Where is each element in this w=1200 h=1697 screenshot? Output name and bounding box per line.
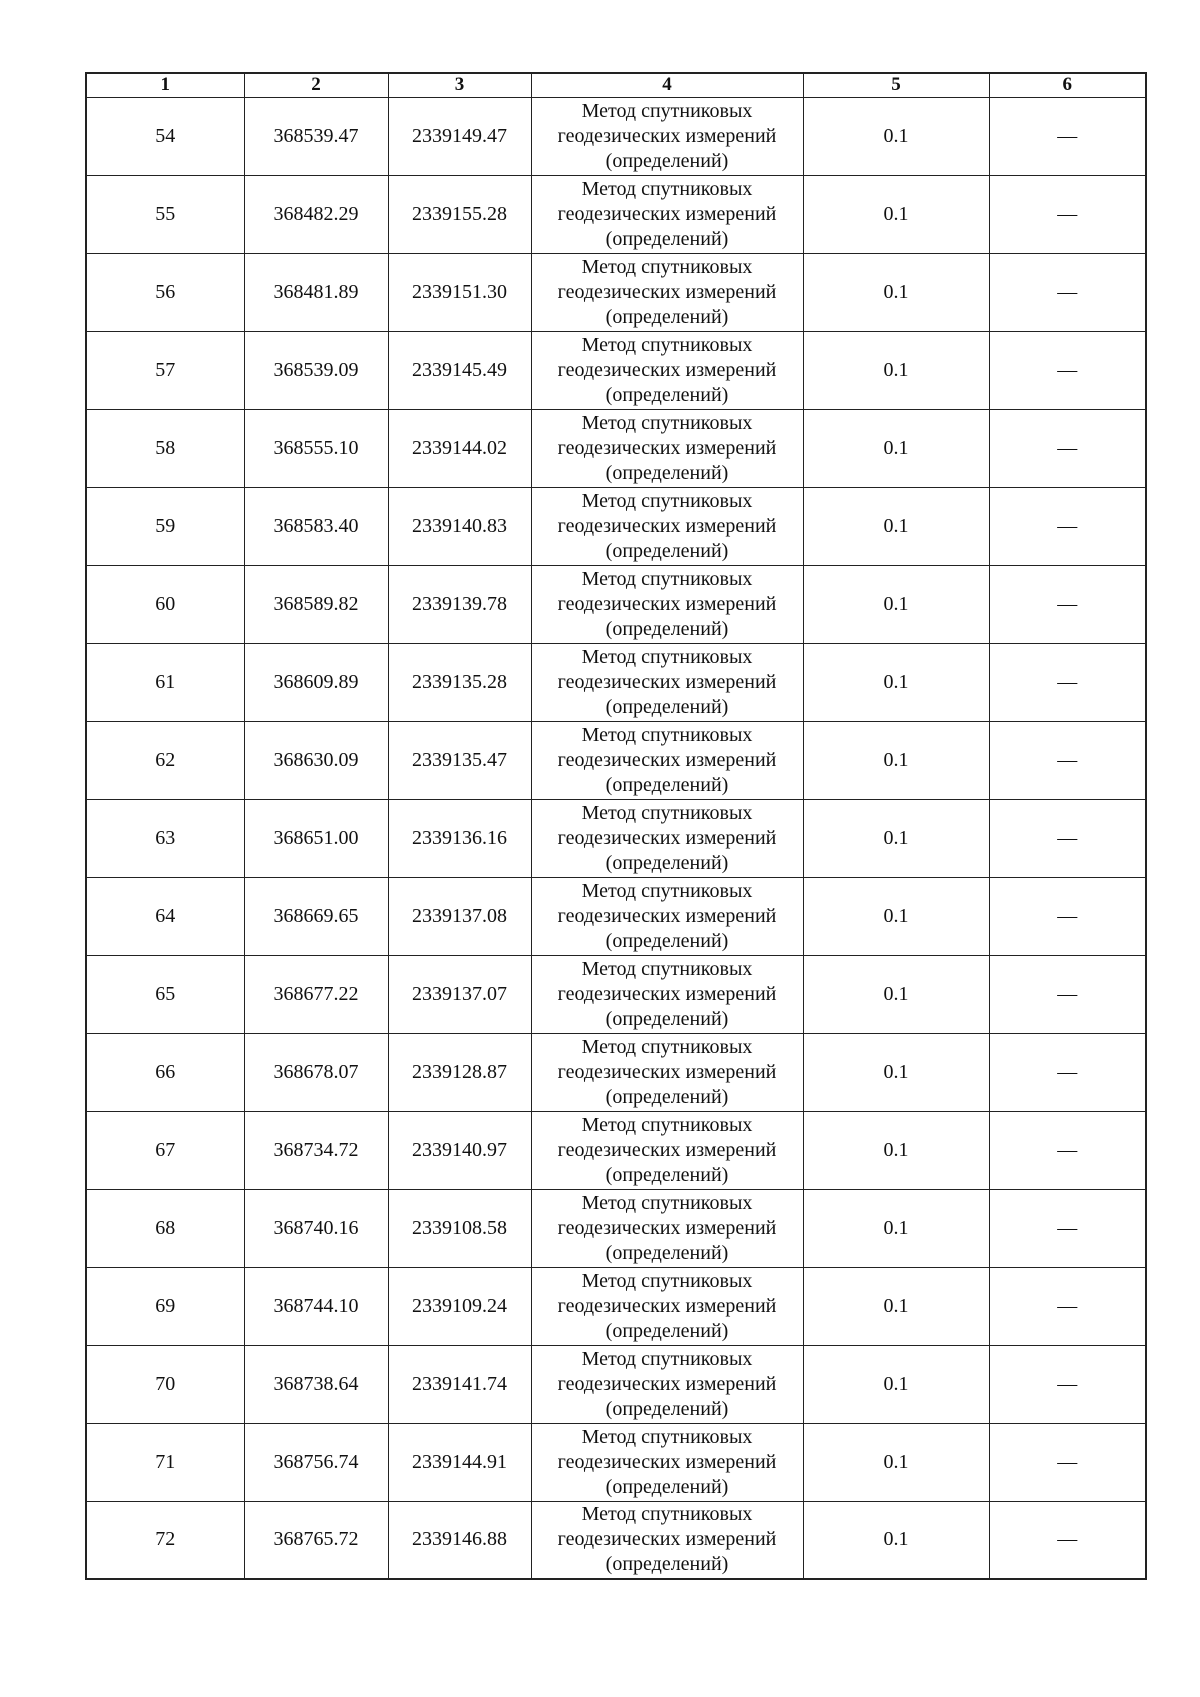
method-line: (определений) xyxy=(605,1553,729,1576)
x-coordinate-cell: 368482.29 xyxy=(244,175,388,253)
method-line: Метод спутниковых xyxy=(581,723,753,746)
method-cell xyxy=(531,799,803,877)
note-cell: — xyxy=(989,1423,1146,1501)
method-line: (определений) xyxy=(605,1319,729,1342)
table-row xyxy=(86,409,1146,487)
accuracy-cell: 0.1 xyxy=(803,331,989,409)
x-coordinate-cell: 368539.47 xyxy=(244,97,388,175)
method-line: (определений) xyxy=(605,851,729,874)
method-line: (определений) xyxy=(605,1397,729,1420)
y-coordinate-cell: 2339151.30 xyxy=(388,253,531,331)
note-cell: — xyxy=(989,955,1146,1033)
y-coordinate-cell: 2339137.08 xyxy=(388,877,531,955)
note-cell: — xyxy=(989,1189,1146,1267)
method-line: Метод спутниковых xyxy=(581,489,753,512)
method-line: (определений) xyxy=(605,1085,729,1108)
method-line: геодезических измерений xyxy=(557,1372,777,1395)
point-number-cell: 54 xyxy=(86,97,244,175)
method-line: (определений) xyxy=(605,1241,729,1264)
x-coordinate-cell: 368539.09 xyxy=(244,331,388,409)
method-line: геодезических измерений xyxy=(557,1060,777,1083)
note-cell: — xyxy=(989,877,1146,955)
method-line: (определений) xyxy=(605,1475,729,1498)
accuracy-cell: 0.1 xyxy=(803,253,989,331)
method-line: геодезических измерений xyxy=(557,748,777,771)
y-coordinate-cell: 2339144.91 xyxy=(388,1423,531,1501)
accuracy-cell: 0.1 xyxy=(803,487,989,565)
note-cell: — xyxy=(989,1033,1146,1111)
note-cell: — xyxy=(989,175,1146,253)
method-line: геодезических измерений xyxy=(557,592,777,615)
method-cell xyxy=(531,331,803,409)
method-line: Метод спутниковых xyxy=(581,333,753,356)
header-col-6: 6 xyxy=(989,73,1146,97)
method-line: геодезических измерений xyxy=(557,280,777,303)
point-number-cell: 60 xyxy=(86,565,244,643)
y-coordinate-cell: 2339145.49 xyxy=(388,331,531,409)
table-row xyxy=(86,799,1146,877)
table-row xyxy=(86,1111,1146,1189)
x-coordinate-cell: 368481.89 xyxy=(244,253,388,331)
header-col-2: 2 xyxy=(244,73,388,97)
accuracy-cell: 0.1 xyxy=(803,1501,989,1579)
method-line: Метод спутниковых xyxy=(581,1347,753,1370)
table-row xyxy=(86,1423,1146,1501)
note-cell: — xyxy=(989,721,1146,799)
method-line: геодезических измерений xyxy=(557,1294,777,1317)
y-coordinate-cell: 2339140.83 xyxy=(388,487,531,565)
method-line: геодезических измерений xyxy=(557,982,777,1005)
method-cell xyxy=(531,1345,803,1423)
accuracy-cell: 0.1 xyxy=(803,1189,989,1267)
x-coordinate-cell: 368678.07 xyxy=(244,1033,388,1111)
method-line: геодезических измерений xyxy=(557,436,777,459)
method-line: геодезических измерений xyxy=(557,1450,777,1473)
header-col-4: 4 xyxy=(531,73,803,97)
note-cell: — xyxy=(989,409,1146,487)
accuracy-cell: 0.1 xyxy=(803,721,989,799)
y-coordinate-cell: 2339137.07 xyxy=(388,955,531,1033)
method-cell xyxy=(531,409,803,487)
note-cell: — xyxy=(989,1267,1146,1345)
method-line: геодезических измерений xyxy=(557,358,777,381)
x-coordinate-cell: 368589.82 xyxy=(244,565,388,643)
method-line: геодезических измерений xyxy=(557,1138,777,1161)
method-line: геодезических измерений xyxy=(557,124,777,147)
method-line: Метод спутниковых xyxy=(581,957,753,980)
table-row xyxy=(86,643,1146,721)
method-line: Метод спутниковых xyxy=(581,801,753,824)
coordinates-table xyxy=(85,72,1147,1580)
table-row xyxy=(86,1189,1146,1267)
method-cell xyxy=(531,253,803,331)
note-cell: — xyxy=(989,253,1146,331)
method-line: Метод спутниковых xyxy=(581,99,753,122)
y-coordinate-cell: 2339144.02 xyxy=(388,409,531,487)
accuracy-cell: 0.1 xyxy=(803,1033,989,1111)
method-cell xyxy=(531,1501,803,1579)
accuracy-cell: 0.1 xyxy=(803,877,989,955)
method-line: (определений) xyxy=(605,383,729,406)
point-number-cell: 57 xyxy=(86,331,244,409)
method-cell xyxy=(531,565,803,643)
accuracy-cell: 0.1 xyxy=(803,175,989,253)
point-number-cell: 61 xyxy=(86,643,244,721)
point-number-cell: 56 xyxy=(86,253,244,331)
table-row xyxy=(86,955,1146,1033)
x-coordinate-cell: 368734.72 xyxy=(244,1111,388,1189)
accuracy-cell: 0.1 xyxy=(803,799,989,877)
method-line: Метод спутниковых xyxy=(581,255,753,278)
method-line: (определений) xyxy=(605,149,729,172)
method-line: Метод спутниковых xyxy=(581,411,753,434)
accuracy-cell: 0.1 xyxy=(803,955,989,1033)
y-coordinate-cell: 2339139.78 xyxy=(388,565,531,643)
y-coordinate-cell: 2339141.74 xyxy=(388,1345,531,1423)
method-line: (определений) xyxy=(605,227,729,250)
table-row xyxy=(86,1345,1146,1423)
method-line: (определений) xyxy=(605,305,729,328)
point-number-cell: 63 xyxy=(86,799,244,877)
method-line: (определений) xyxy=(605,929,729,952)
method-cell xyxy=(531,1267,803,1345)
table-header xyxy=(86,73,1146,97)
accuracy-cell: 0.1 xyxy=(803,409,989,487)
method-cell xyxy=(531,487,803,565)
header-col-5: 5 xyxy=(803,73,989,97)
method-line: (определений) xyxy=(605,695,729,718)
x-coordinate-cell: 368609.89 xyxy=(244,643,388,721)
method-line: Метод спутниковых xyxy=(581,879,753,902)
table-row xyxy=(86,877,1146,955)
x-coordinate-cell: 368669.65 xyxy=(244,877,388,955)
header-row xyxy=(86,73,1146,97)
method-cell xyxy=(531,721,803,799)
method-line: (определений) xyxy=(605,1163,729,1186)
point-number-cell: 65 xyxy=(86,955,244,1033)
y-coordinate-cell: 2339155.28 xyxy=(388,175,531,253)
method-line: Метод спутниковых xyxy=(581,567,753,590)
table-row xyxy=(86,721,1146,799)
method-line: геодезических измерений xyxy=(557,1216,777,1239)
method-line: Метод спутниковых xyxy=(581,1113,753,1136)
method-cell xyxy=(531,1111,803,1189)
accuracy-cell: 0.1 xyxy=(803,1267,989,1345)
header-col-3: 3 xyxy=(388,73,531,97)
accuracy-cell: 0.1 xyxy=(803,1423,989,1501)
method-line: Метод спутниковых xyxy=(581,1035,753,1058)
note-cell: — xyxy=(989,565,1146,643)
note-cell: — xyxy=(989,1501,1146,1579)
note-cell: — xyxy=(989,1111,1146,1189)
method-line: (определений) xyxy=(605,539,729,562)
x-coordinate-cell: 368744.10 xyxy=(244,1267,388,1345)
method-cell xyxy=(531,97,803,175)
table-row xyxy=(86,487,1146,565)
x-coordinate-cell: 368630.09 xyxy=(244,721,388,799)
method-line: геодезических измерений xyxy=(557,904,777,927)
method-line: геодезических измерений xyxy=(557,202,777,225)
x-coordinate-cell: 368738.64 xyxy=(244,1345,388,1423)
y-coordinate-cell: 2339146.88 xyxy=(388,1501,531,1579)
accuracy-cell: 0.1 xyxy=(803,97,989,175)
point-number-cell: 64 xyxy=(86,877,244,955)
method-line: (определений) xyxy=(605,461,729,484)
point-number-cell: 70 xyxy=(86,1345,244,1423)
y-coordinate-cell: 2339128.87 xyxy=(388,1033,531,1111)
method-line: геодезических измерений xyxy=(557,1528,777,1551)
point-number-cell: 72 xyxy=(86,1501,244,1579)
method-cell xyxy=(531,877,803,955)
method-line: (определений) xyxy=(605,773,729,796)
accuracy-cell: 0.1 xyxy=(803,1345,989,1423)
y-coordinate-cell: 2339136.16 xyxy=(388,799,531,877)
point-number-cell: 58 xyxy=(86,409,244,487)
point-number-cell: 62 xyxy=(86,721,244,799)
accuracy-cell: 0.1 xyxy=(803,1111,989,1189)
note-cell: — xyxy=(989,487,1146,565)
point-number-cell: 66 xyxy=(86,1033,244,1111)
table-row xyxy=(86,1033,1146,1111)
point-number-cell: 68 xyxy=(86,1189,244,1267)
method-line: геодезических измерений xyxy=(557,670,777,693)
table-body xyxy=(86,97,1146,1579)
method-line: Метод спутниковых xyxy=(581,1503,753,1526)
x-coordinate-cell: 368555.10 xyxy=(244,409,388,487)
method-cell xyxy=(531,955,803,1033)
note-cell: — xyxy=(989,799,1146,877)
y-coordinate-cell: 2339135.28 xyxy=(388,643,531,721)
table-row xyxy=(86,97,1146,175)
table-row xyxy=(86,565,1146,643)
method-cell xyxy=(531,1423,803,1501)
method-cell xyxy=(531,1033,803,1111)
table-row xyxy=(86,175,1146,253)
point-number-cell: 71 xyxy=(86,1423,244,1501)
method-line: Метод спутниковых xyxy=(581,1425,753,1448)
method-line: Метод спутниковых xyxy=(581,177,753,200)
y-coordinate-cell: 2339149.47 xyxy=(388,97,531,175)
y-coordinate-cell: 2339140.97 xyxy=(388,1111,531,1189)
x-coordinate-cell: 368756.74 xyxy=(244,1423,388,1501)
point-number-cell: 67 xyxy=(86,1111,244,1189)
accuracy-cell: 0.1 xyxy=(803,643,989,721)
x-coordinate-cell: 368765.72 xyxy=(244,1501,388,1579)
x-coordinate-cell: 368740.16 xyxy=(244,1189,388,1267)
method-line: Метод спутниковых xyxy=(581,1269,753,1292)
point-number-cell: 55 xyxy=(86,175,244,253)
x-coordinate-cell: 368677.22 xyxy=(244,955,388,1033)
note-cell: — xyxy=(989,331,1146,409)
y-coordinate-cell: 2339109.24 xyxy=(388,1267,531,1345)
method-line: (определений) xyxy=(605,617,729,640)
header-col-1: 1 xyxy=(86,73,244,97)
method-line: геодезических измерений xyxy=(557,514,777,537)
note-cell: — xyxy=(989,1345,1146,1423)
x-coordinate-cell: 368651.00 xyxy=(244,799,388,877)
table-row xyxy=(86,1501,1146,1579)
method-cell xyxy=(531,1189,803,1267)
y-coordinate-cell: 2339108.58 xyxy=(388,1189,531,1267)
y-coordinate-cell: 2339135.47 xyxy=(388,721,531,799)
note-cell: — xyxy=(989,97,1146,175)
table-row xyxy=(86,253,1146,331)
accuracy-cell: 0.1 xyxy=(803,565,989,643)
x-coordinate-cell: 368583.40 xyxy=(244,487,388,565)
method-line: Метод спутниковых xyxy=(581,645,753,668)
method-cell xyxy=(531,175,803,253)
point-number-cell: 59 xyxy=(86,487,244,565)
table-row xyxy=(86,1267,1146,1345)
method-line: Метод спутниковых xyxy=(581,1191,753,1214)
method-cell xyxy=(531,643,803,721)
method-line: (определений) xyxy=(605,1007,729,1030)
method-line: геодезических измерений xyxy=(557,826,777,849)
point-number-cell: 69 xyxy=(86,1267,244,1345)
note-cell: — xyxy=(989,643,1146,721)
table-row xyxy=(86,331,1146,409)
